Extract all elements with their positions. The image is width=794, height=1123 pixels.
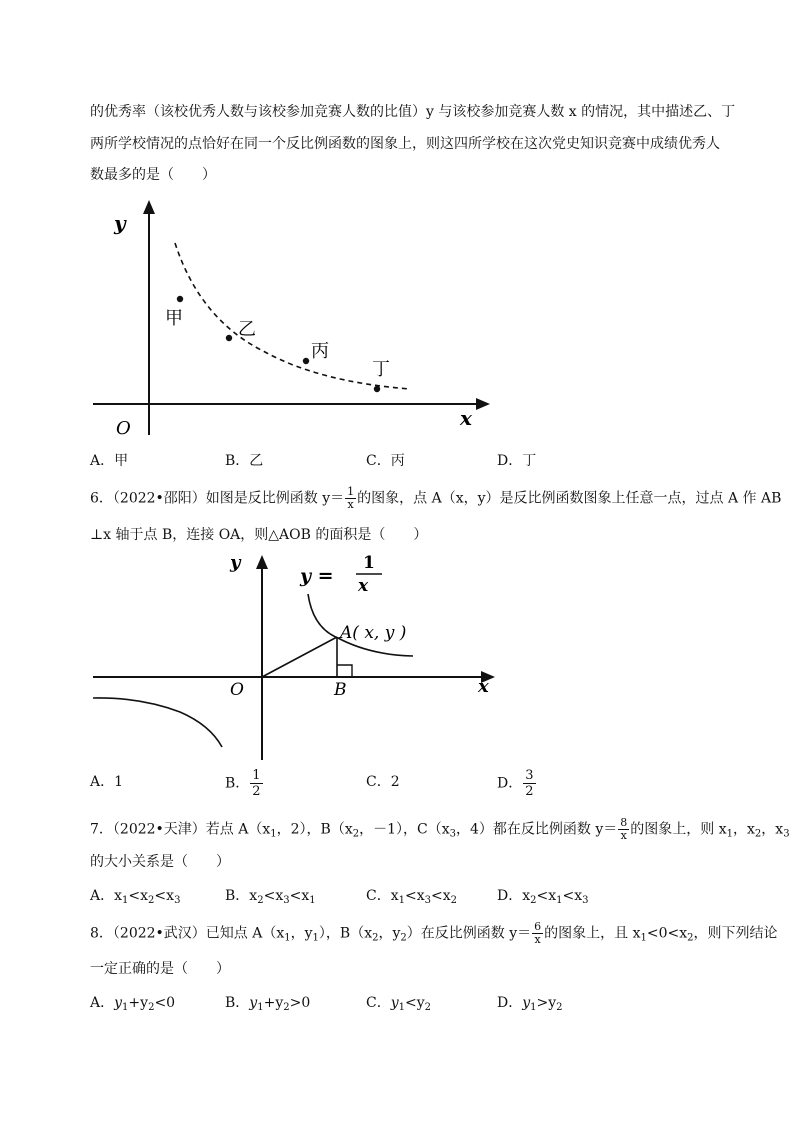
q8-option-a[interactable]: A．$y_1+y_2<0$ xyxy=(90,995,176,1013)
q6-option-b[interactable]: B． $\frac{1}{2}$ xyxy=(225,768,261,799)
q7-option-b[interactable]: B．$x_2<x_3<x_1$ xyxy=(225,888,316,906)
q6-x-label: x xyxy=(478,676,489,697)
q6-func-label: y = xyxy=(300,565,334,587)
q7-option-a[interactable]: A．$x_1<x_2<x_3$ xyxy=(90,888,181,906)
q5-option-b[interactable]: B．乙 xyxy=(225,453,264,469)
q6-func-num: 1 xyxy=(363,553,375,573)
q5-option-a[interactable]: A．甲 xyxy=(90,453,129,469)
q8-option-d[interactable]: D．$y_1>y_2$ xyxy=(497,995,563,1013)
q6-y-label: y xyxy=(230,552,241,573)
q7-option-c[interactable]: C．$x_1<x_3<x_2$ xyxy=(366,888,458,906)
q5-label-jia: 甲 xyxy=(165,308,183,329)
q7-fraction: $\frac{8}{x}$ xyxy=(620,816,628,842)
q6-point-b-label: B xyxy=(334,680,347,700)
q5-option-c[interactable]: C．丙 xyxy=(366,453,405,469)
q5-stem-line2: 两所学校情况的点恰好在同一个反比例函数的图象上，则这四所学校在这次党史知识竞赛中成绩优秀人 xyxy=(90,136,720,152)
q8-option-b[interactable]: B．$y_1+y_2>0$ xyxy=(225,995,311,1013)
q6-origin-label: O xyxy=(230,680,244,700)
q5-y-label: y xyxy=(114,211,126,235)
q8-stem-line1: 8．（2022•武汉）已知点 $A(x_1$，$y_1$），$B(x_2$，$y_2$）在反比例函数 y＝ $\frac{6}{x}$ 的图象上，且 $x_1<0<x_2$，则下列结论 xyxy=(90,920,778,946)
q6-option-a[interactable]: A．1 xyxy=(90,774,124,790)
q5-origin-label: O xyxy=(116,418,131,439)
q7-stem-line2: 的大小关系是（ ） xyxy=(90,854,230,870)
q5-stem-line3: 数最多的是（ ） xyxy=(90,167,216,183)
q6-stem-line1: 6．（2022•邵阳）如图是反比例函数 y＝ $\frac{1}{x}$ 的图象，点 A（x，y）是反比例函数图象上任意一点，过点 A 作 AB xyxy=(90,485,782,511)
q5-x-label: x xyxy=(460,406,472,430)
q5-option-d[interactable]: D．丁 xyxy=(497,453,537,469)
q6-option-c[interactable]: C．2 xyxy=(366,774,400,790)
q5-stem-line1: 的优秀率（该校优秀人数与该校参加竞赛人数的比值）y 与该校参加竞赛人数 x 的情况，其中描述乙、丁 xyxy=(90,104,736,120)
q6-segment-oa xyxy=(262,637,337,677)
q6-curve-q3 xyxy=(93,698,222,747)
q8-option-c[interactable]: C．$y_1<y_2$ xyxy=(366,995,432,1013)
q6-stem-line2: ⊥x 轴于点 B，连接 OA，则△AOB 的面积是（ ） xyxy=(90,527,428,543)
q8-stem-line2: 一定正确的是（ ） xyxy=(90,961,230,977)
q6-y-arrow xyxy=(256,555,268,569)
q5-label-yi: 乙 xyxy=(238,319,256,340)
q6-right-angle-mark xyxy=(337,665,352,677)
q6-point-a-label: A( x, y ) xyxy=(340,623,407,643)
q7-stem-line1: 7．（2022•天津）若点 $A(x_1$，2），$B(x_2$，－1），$C(x_3$，4）都在反比例函数 y＝ $\frac{8}{x}$ 的图象上，则 $x_1$，$x_2$，$x_3$ xyxy=(90,816,790,842)
q6-fraction: $\frac{1}{x}$ xyxy=(347,485,355,511)
q7-option-d[interactable]: D．$x_2<x_1<x_3$ xyxy=(497,888,589,906)
q8-fraction: $\frac{6}{x}$ xyxy=(534,920,542,946)
q6-func-den: x xyxy=(358,576,369,596)
q5-label-ding: 丁 xyxy=(372,359,390,380)
q5-label-bing: 丙 xyxy=(311,341,329,362)
q6-option-d[interactable]: D． $\frac{3}{2}$ xyxy=(497,768,534,799)
